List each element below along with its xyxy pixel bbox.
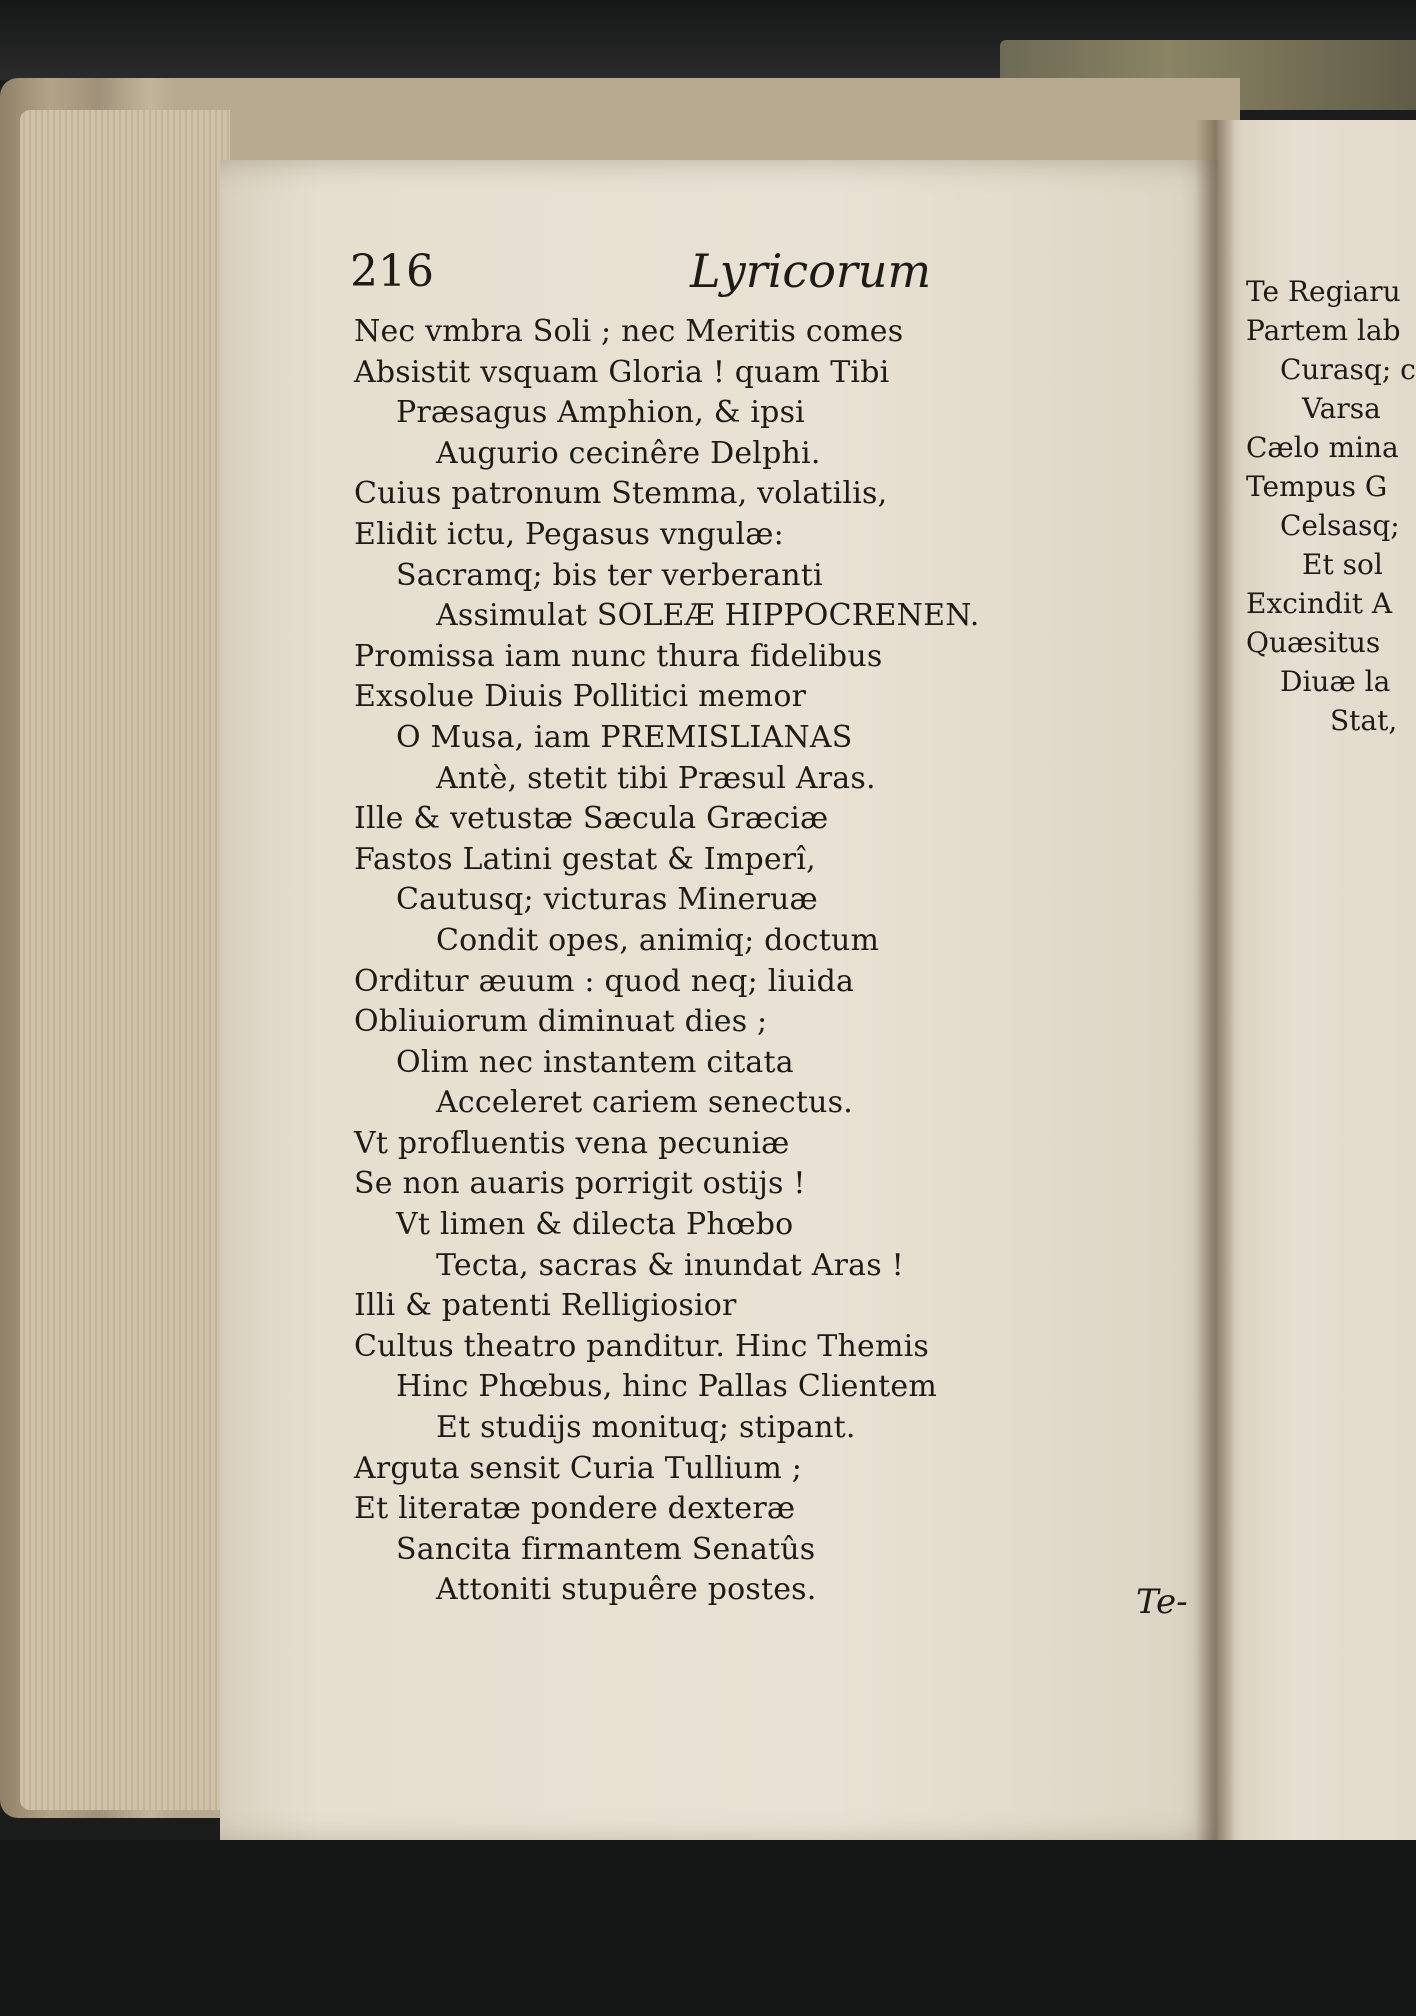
verse-line: Nec vmbra Soli ; nec Meritis comes: [354, 314, 904, 349]
verse-line: Promissa iam nunc thura fidelibus: [354, 638, 883, 674]
verse-line: Fastos Latini gestat & Imperî,: [354, 841, 816, 877]
catchword: Te-: [1136, 1582, 1188, 1622]
verse-line: Tecta, sacras & inundat Aras !: [436, 1247, 904, 1283]
verse-line: Cautusq; victuras Mineruæ: [396, 882, 818, 918]
verse-line: Attoniti stupuêre postes.: [436, 1572, 817, 1608]
verse-line: Partem lab: [1246, 314, 1401, 347]
verse-line: Absistit vsquam Gloria ! quam Tibi: [354, 354, 890, 390]
verse-line: Celsasq;: [1280, 509, 1400, 542]
verse-line: Hinc Phœbus, hinc Pallas Clientem: [396, 1369, 937, 1405]
verse-line: Obliuiorum diminuat dies ;: [354, 1004, 768, 1040]
verse-line: Assimulat SOLEÆ HIPPOCRENEN.: [436, 598, 980, 634]
verse-line: Augurio cecinêre Delphi.: [436, 435, 821, 471]
verse-line: Curasq; c: [1280, 353, 1416, 386]
verse-line: Orditur æuum : quod neq; liuida: [354, 963, 855, 999]
verse-line: Ille & vetustæ Sæcula Græciæ: [354, 801, 829, 837]
verse-line: Vt profluentis vena pecuniæ: [354, 1125, 790, 1161]
verse-line: Sancita firmantem Senatûs: [396, 1531, 816, 1567]
left-page-text: [354, 312, 979, 1611]
verse-line: Arguta sensit Curia Tullium ;: [354, 1450, 803, 1486]
verse-line: Vt limen & dilecta Phœbo: [396, 1207, 794, 1243]
verse-line: Illi & patenti Relligiosior: [354, 1288, 737, 1324]
verse-line: Acceleret cariem senectus.: [436, 1085, 853, 1121]
verse-line: Præsagus Amphion, & ipsi: [396, 395, 805, 431]
verse-line: Elidit ictu, Pegasus vngulæ:: [354, 516, 784, 552]
verse-line: Stat,: [1330, 704, 1398, 737]
page-edges: [20, 110, 230, 1810]
running-head: Lyricorum: [690, 244, 932, 298]
verse-line: Et literatæ pondere dexteræ: [354, 1491, 796, 1527]
verse-line: Exsolue Diuis Pollitici memor: [354, 679, 807, 715]
verse-line: Tempus G: [1246, 470, 1388, 503]
verse-line: Cælo mina: [1246, 431, 1399, 464]
verse-line: Diuæ la: [1280, 665, 1391, 698]
verse-line: Cuius patronum Stemma, volatilis,: [354, 476, 888, 512]
verse-line: O Musa, iam PREMISLIANAS: [396, 719, 853, 755]
verse-line: Cultus theatro panditur. Hinc Themis: [354, 1328, 930, 1364]
verse-line: Et studijs monituq; stipant.: [436, 1410, 856, 1446]
verse-line: Antè, stetit tibi Præsul Aras.: [436, 760, 876, 796]
verse-line: Et sol: [1302, 548, 1383, 581]
gutter-shadow: [1195, 120, 1235, 1860]
verse-line: Olim nec instantem citata: [396, 1044, 794, 1080]
verse-line: Te Regiaru: [1246, 275, 1401, 308]
right-page-text: [1246, 272, 1416, 740]
verse-line: Quæsitus: [1246, 626, 1381, 659]
page-number: 216: [350, 246, 434, 297]
verse-line: Se non auaris porrigit ostijs !: [354, 1166, 806, 1202]
verse-line: Varsa: [1302, 392, 1381, 425]
verse-line: Condit opes, animiq; doctum: [436, 922, 880, 958]
background-bottom: [0, 1840, 1416, 2016]
verse-line: Sacramq; bis ter verberanti: [396, 557, 823, 593]
verse-line: Excindit A: [1246, 587, 1393, 620]
